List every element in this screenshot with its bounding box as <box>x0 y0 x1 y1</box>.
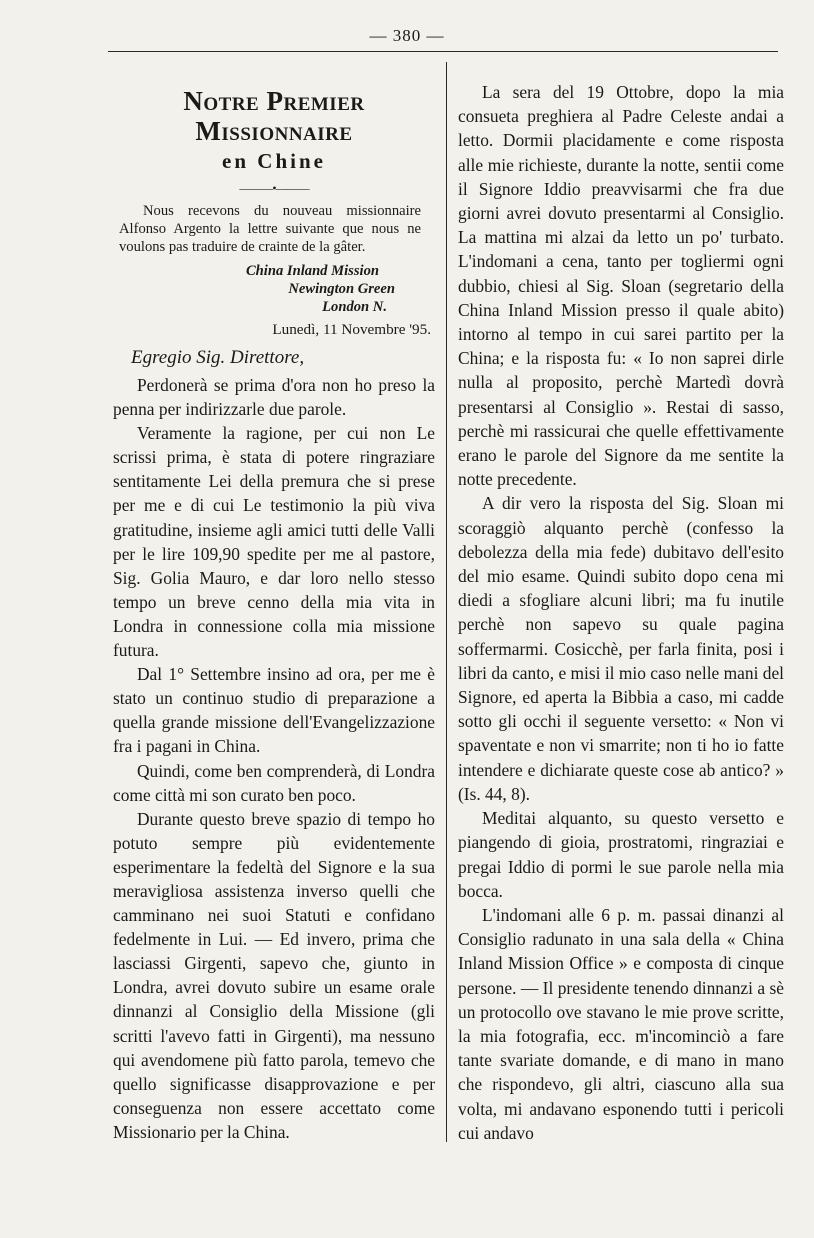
left-column <box>113 78 435 1144</box>
paragraph: L'indomani alle 6 p. m. passai dinanzi al Consiglio radunato in una sala della « China Inland Mission Office » e composta di cinque persone. — Il presidente tenendo dinnanzi a sè un protocollo ove stavano le mie prove scritte, la mia fotografia, ecc. m'incominciò a fare tante svariate domande, e di mano in mano che rispondevo, gli altri, ciascuno alla sua volta, mi andavano esponendo tutti i pericoli cui andavo <box>458 904 784 1143</box>
paragraph: Dal 1° Settembre insino ad ora, per me è stato un continuo studio di preparazione a quella grande missione dell'Evangelizzazione fra i pagani in China. <box>113 664 435 757</box>
header-rule <box>108 51 778 52</box>
sender-address <box>113 262 395 316</box>
page-number: — 380 — <box>369 26 445 45</box>
paragraph: Quindi, come ben comprenderà, di Londra come città mi son curato ben poco. <box>113 760 435 805</box>
paragraph: Durante questo breve spazio di tempo ho potuto sempre più evidentemente esperimentare la fedeltà del Signore e la sua meravigliosa assistenza inverso quelli che camminano nei suoi Statuti e confidano fedelmente in Lui. — Ed invero, prima che lasciassi Girgenti, sapevo che, giunto in Londra, avrei dovuto subire un esame orale dinnanzi al Consiglio della Missione (gli scritti l'avevo fatti in Girgenti), ma nessuno qui avendomene più fatto parola, temevo che quello significasse disapprovazione e per conseguenza non essere accettato come Missionario per la China. <box>113 808 435 1142</box>
letter-salutation: Egregio Sig. Direttore, <box>131 347 305 368</box>
article-title: Notre Premier Missionnaire <box>183 86 365 146</box>
right-column <box>458 80 784 1145</box>
title-ornament: ———•——— <box>239 181 309 195</box>
address-line: China Inland Mission <box>245 263 379 279</box>
letter-date: Lunedì, 11 Novembre '95. <box>272 321 431 338</box>
paragraph: Perdonerà se prima d'ora non ho preso la penna per indirizzarle due parole. <box>113 375 435 420</box>
address-line: Newington Green <box>288 281 395 297</box>
address-line: London N. <box>322 299 387 315</box>
paragraph: Veramente la ragione, per cui non Le scrissi prima, è stata di potere ringraziare sentitamente Lei della premura che si prese per me e di cui Le testimonio la più viva gratitudine, insieme agli amici tutti delle Valli per le lire 109,90 spedite per me al pastore, Sig. Golia Mauro, e dar loro nello stesso tempo un breve cenno della mia vita in Londra in connessione colla mia missione futura. <box>113 423 435 661</box>
paragraph: La sera del 19 Ottobre, dopo la mia consueta preghiera al Padre Celeste andai a letto. Dormii placidamente e come risposta alle mie richieste, durante la notte, sentii come il Signore Iddio preavvisarmi che fra due giorni avrei dovuto presentarmi al Consiglio. La mattina mi alzai da letto un po' turbato. L'indomani a cena, tanto per togliermi ogni dubbio, chiesi al Sig. Sloan (segretario della China Inland Mission presso il quale abito) intorno al tempo in cui sarei partito per la China; e la risposta fu: « Io non saprei dirle nulla al proposito, perchè Martedì dovrà presentarsi al Consiglio ». Restai di sasso, perchè mi rassicurai che quelle effettivamente erano le parole del Signore da me sentite la notte precedente. <box>458 82 784 490</box>
paragraph: Meditai alquanto, su questo versetto e piangendo di gioia, prostratomi, ringraziai e pregai Iddio di pormi le sue parole nella mia bocca. <box>458 808 784 901</box>
article-subtitle: en Chine <box>222 149 326 173</box>
column-divider <box>446 62 447 1142</box>
paragraph: A dir vero la risposta del Sig. Sloan mi scoraggiò alquanto perchè (confesso la debolezza della mia fede) dubitavo dell'esito del mio esame. Quindi subito dopo cena mi diedi a sfogliare alcuni libri; ma fu inutile perchè non sapevo su quale pagina soffermarmi. Cosicchè, per farla finita, posi i libri da canto, e misi il mio caso nelle mani del Signore, ed aperta la Bibbia a caso, mi cadde sotto gli occhi il seguente versetto: « Non vi spaventate e non vi smarrite; non ti ho io fatte intendere e dichiarate queste cose ab antico? » (Is. 44, 8). <box>458 493 784 804</box>
editor-intro: Nous recevons du nouveau missionnaire Alfonso Argento la lettre suivante que nous ne voulons pas traduire de crainte de la gâter. <box>119 203 421 255</box>
